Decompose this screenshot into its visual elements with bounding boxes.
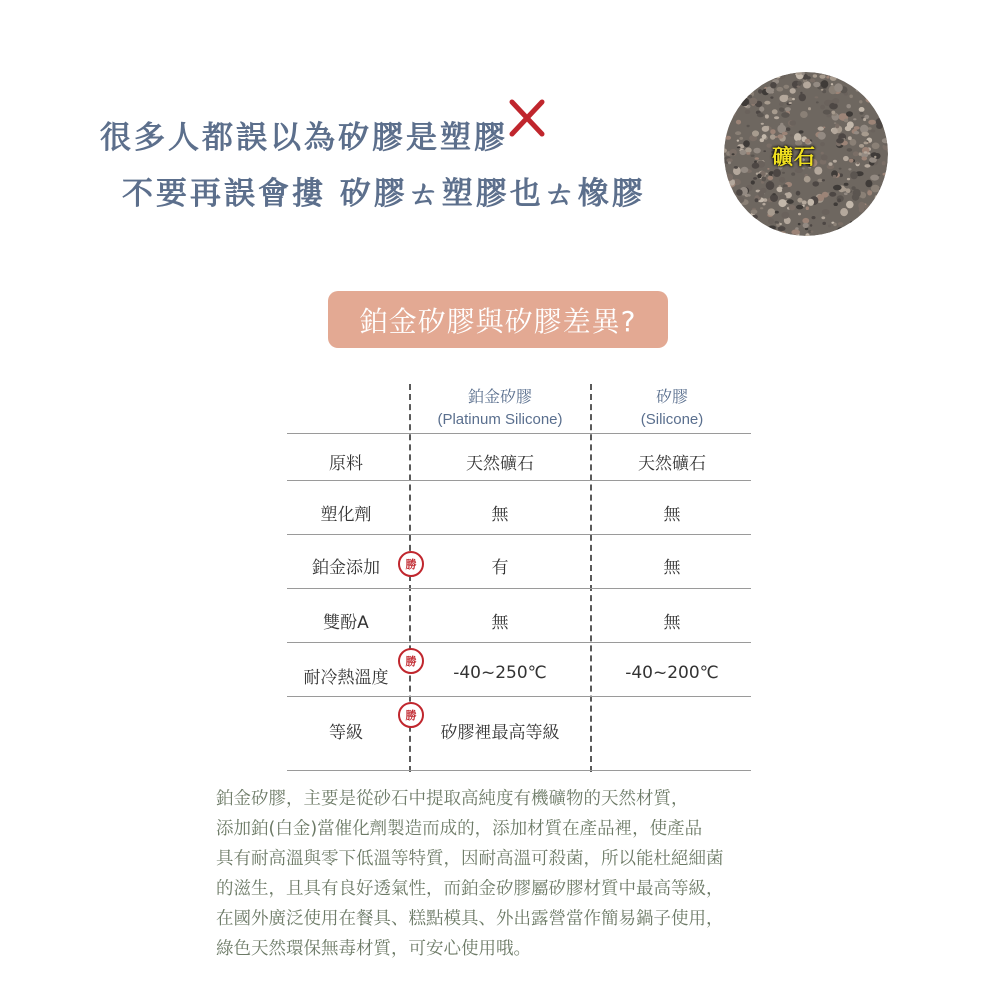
table-divider [590, 384, 592, 772]
silicone-cell: 無 [663, 505, 681, 525]
description-line: 綠色天然環保無毒材質，可安心使用哦。 [216, 939, 531, 959]
row-label: 雙酚A [323, 613, 369, 633]
row-label: 塑化劑 [320, 505, 372, 525]
column-header-platinum: 鉑金矽膠 (Platinum Silicone) [437, 387, 563, 428]
table-rule [287, 588, 751, 589]
description-line: 具有耐高溫與零下低溫等特質，因耐高溫可殺菌，所以能杜絕細菌 [216, 849, 724, 869]
description-paragraph [216, 784, 724, 964]
ore-label: 礦石 [772, 145, 816, 169]
table-rule [287, 642, 751, 643]
silicone-cell: -40~200℃ [625, 663, 719, 683]
headline-line-1: 很多人都誤以為矽膠是塑膠 [100, 120, 508, 156]
row-label: 等級 [329, 723, 363, 743]
column-header-silicone: 矽膠 (Silicone) [640, 387, 704, 428]
description-line: 在國外廣泛使用在餐具、糕點模具、外出露營當作簡易鍋子使用， [216, 909, 724, 929]
table-rule [287, 696, 751, 697]
section-title: 鉑金矽膠與矽膠差異? [328, 291, 668, 348]
silicone-cell: 無 [663, 558, 681, 578]
platinum-cell: 矽膠裡最高等級 [440, 723, 560, 743]
win-badge: 勝 [398, 648, 424, 674]
platinum-cell: 有 [491, 558, 509, 578]
platinum-cell: -40~250℃ [453, 663, 547, 683]
row-label: 耐冷熱溫度 [303, 668, 389, 688]
table-rule [287, 534, 751, 535]
silicone-cell: 無 [663, 613, 681, 633]
description-line: 的滋生，且具有良好透氣性，而鉑金矽膠屬矽膠材質中最高等級， [216, 879, 724, 899]
platinum-cell: 天然礦石 [466, 454, 534, 474]
table-rule [287, 770, 751, 771]
table-rule [287, 433, 751, 434]
description-line: 鉑金矽膠，主要是從砂石中提取高純度有機礦物的天然材質， [216, 789, 689, 809]
silicone-cell: 天然礦石 [638, 454, 706, 474]
table-rule [287, 480, 751, 481]
win-badge: 勝 [398, 702, 424, 728]
platinum-cell: 無 [491, 505, 509, 525]
row-label: 原料 [329, 454, 363, 474]
cross-mark-icon [502, 94, 550, 142]
platinum-cell: 無 [491, 613, 509, 633]
description-line: 添加鉑(白金)當催化劑製造而成的，添加材質在產品裡，使產品 [216, 819, 703, 839]
row-label: 鉑金添加 [312, 558, 380, 578]
win-badge: 勝 [398, 551, 424, 577]
headline-line-2: 不要再誤會摟 矽膠ㄊ塑膠也ㄊ橡膠 [122, 176, 646, 212]
